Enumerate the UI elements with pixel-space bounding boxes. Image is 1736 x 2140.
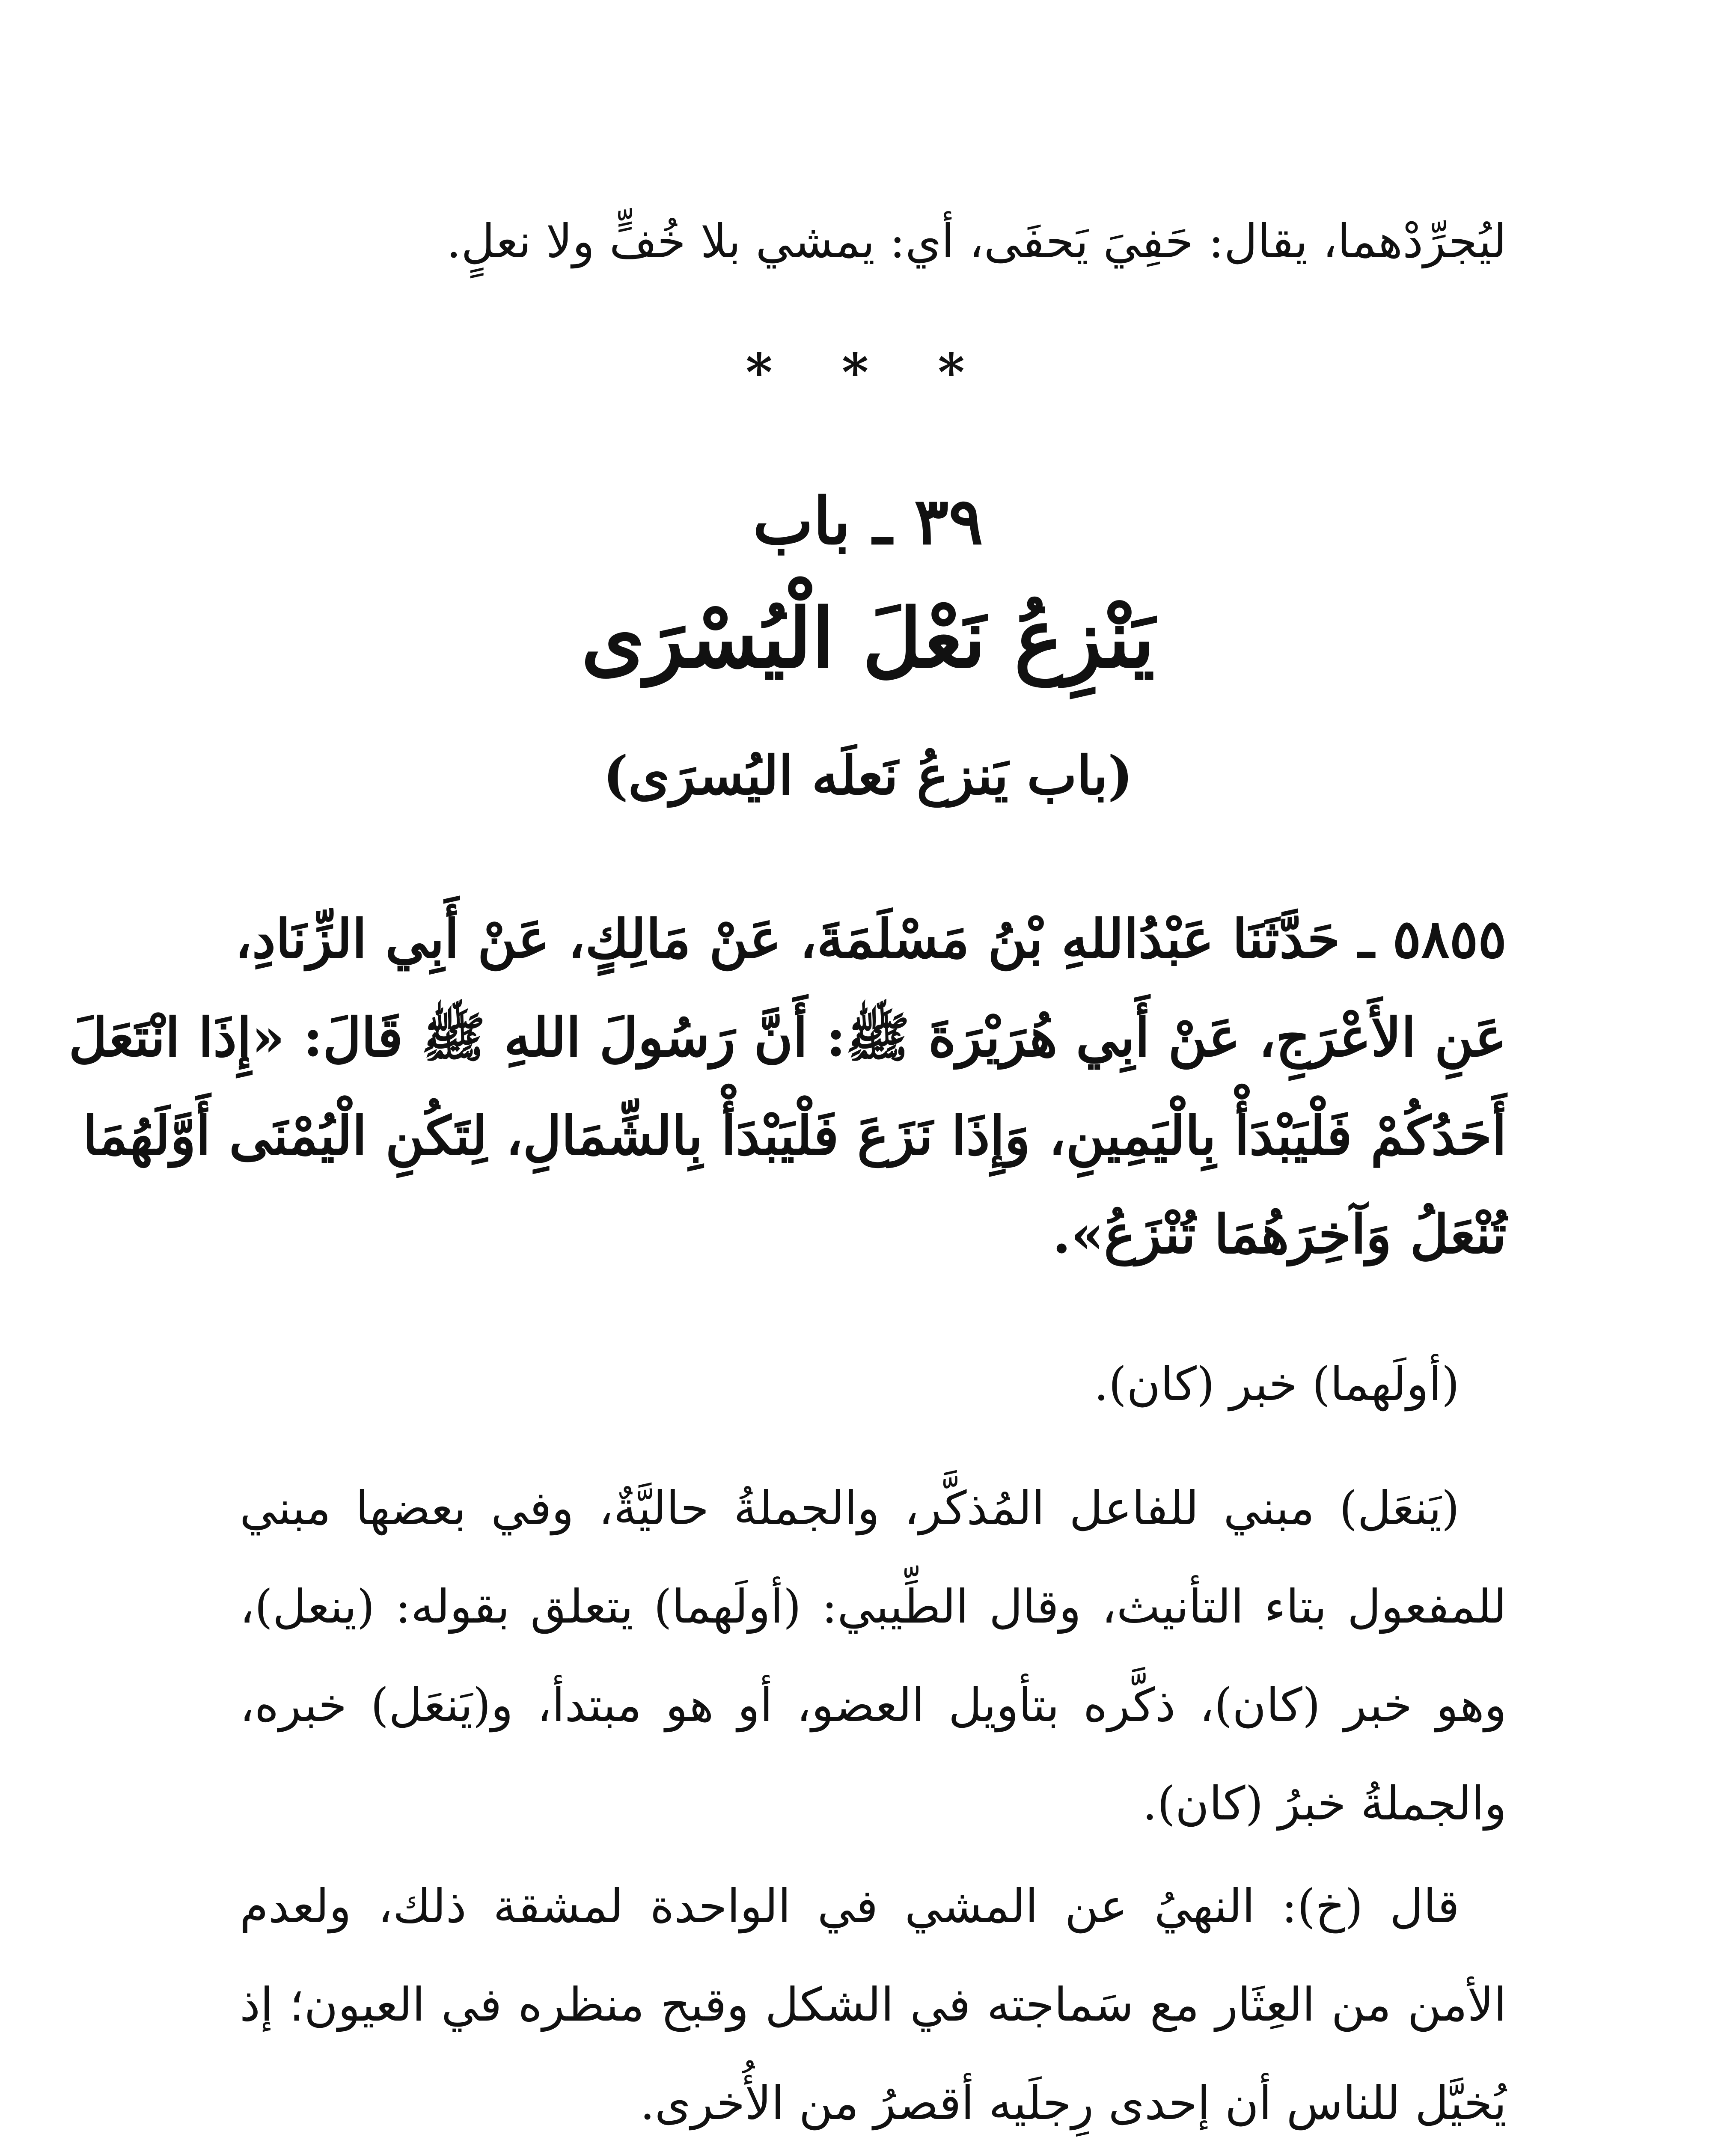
commentary-line: (أولَهما) خبر (كان). [1094, 1358, 1460, 1411]
commentary-line: (يَنعَل) مبني للفاعل المُذكَّر، والجملةُ حاليَّةٌ، وفي بعضها مبني [240, 1482, 1460, 1535]
hadith-line: تُنْعَلُ وَآخِرَهُمَا تُنْزَعُ». [1052, 1204, 1507, 1266]
chapter-number: ٣٩ ـ باب [752, 484, 984, 559]
continuation-line: ليُجرِّدْهما، يقال: حَفِيَ يَحفَى، أي: يمشي بلا خُفٍّ ولا نعلٍ. [446, 215, 1507, 268]
hadith-text [68, 890, 1507, 1284]
commentary-line: الأمن من العِثَار مع سَماجته في الشكل وقبح منظره في العيون؛ إذ [240, 1978, 1507, 2032]
hadith-line: أَحَدُكُمْ فَلْيَبْدَأْ بِالْيَمِينِ، وَإِذَا نَزَعَ فَلْيَبْدَأْ بِالشِّمَالِ، لِتَكُنِ الْيُمْنَى أَوَّلَهُمَا [83, 1105, 1507, 1167]
hadith-line: ٥٨٥٥ ـ حَدَّثَنَا عَبْدُاللهِ بْنُ مَسْلَمَةَ، عَنْ مَالِكٍ، عَنْ أَبِي الزِّنَادِ، [235, 908, 1507, 970]
commentary-line: قال (خ): النهيُ عن المشي في الواحدة لمشقة ذلك، ولعدم [240, 1880, 1460, 1933]
chapter-title: يَنْزِعُ نَعْلَ الْيُسْرَى [581, 591, 1155, 686]
hadith-line: عَنِ الأَعْرَجِ، عَنْ أَبِي هُرَيْرَةَ ﷺ: أَنَّ رَسُولَ اللهِ ﷺ قَالَ: «إِذَا انْتَعَلَ [68, 1007, 1507, 1069]
commentary-line: وهو خبر (كان)، ذكَّره بتأويل العضو، أو هو مبتدأ، و(يَنعَل) خبره، [240, 1679, 1507, 1732]
continuation-text [240, 193, 1507, 291]
commentary-paragraph [240, 1459, 1507, 1853]
commentary-paragraph [240, 1335, 1507, 1434]
commentary-paragraph [240, 1858, 1507, 2140]
commentary-line: للمفعول بتاء التأنيث، وقال الطِّيبي: (أولَهما) يتعلق بقوله: (ينعل)، [240, 1580, 1507, 1634]
chapter-subtitle: (باب يَنزعُ نَعلَه اليُسرَى) [603, 745, 1133, 807]
section-separator: * * * [746, 342, 990, 403]
commentary-line: يُخيَّل للناس أن إحدى رِجلَيه أقصرُ من الأُخرى. [640, 2077, 1507, 2130]
commentary-line: والجملةُ خبرُ (كان). [1142, 1777, 1507, 1831]
